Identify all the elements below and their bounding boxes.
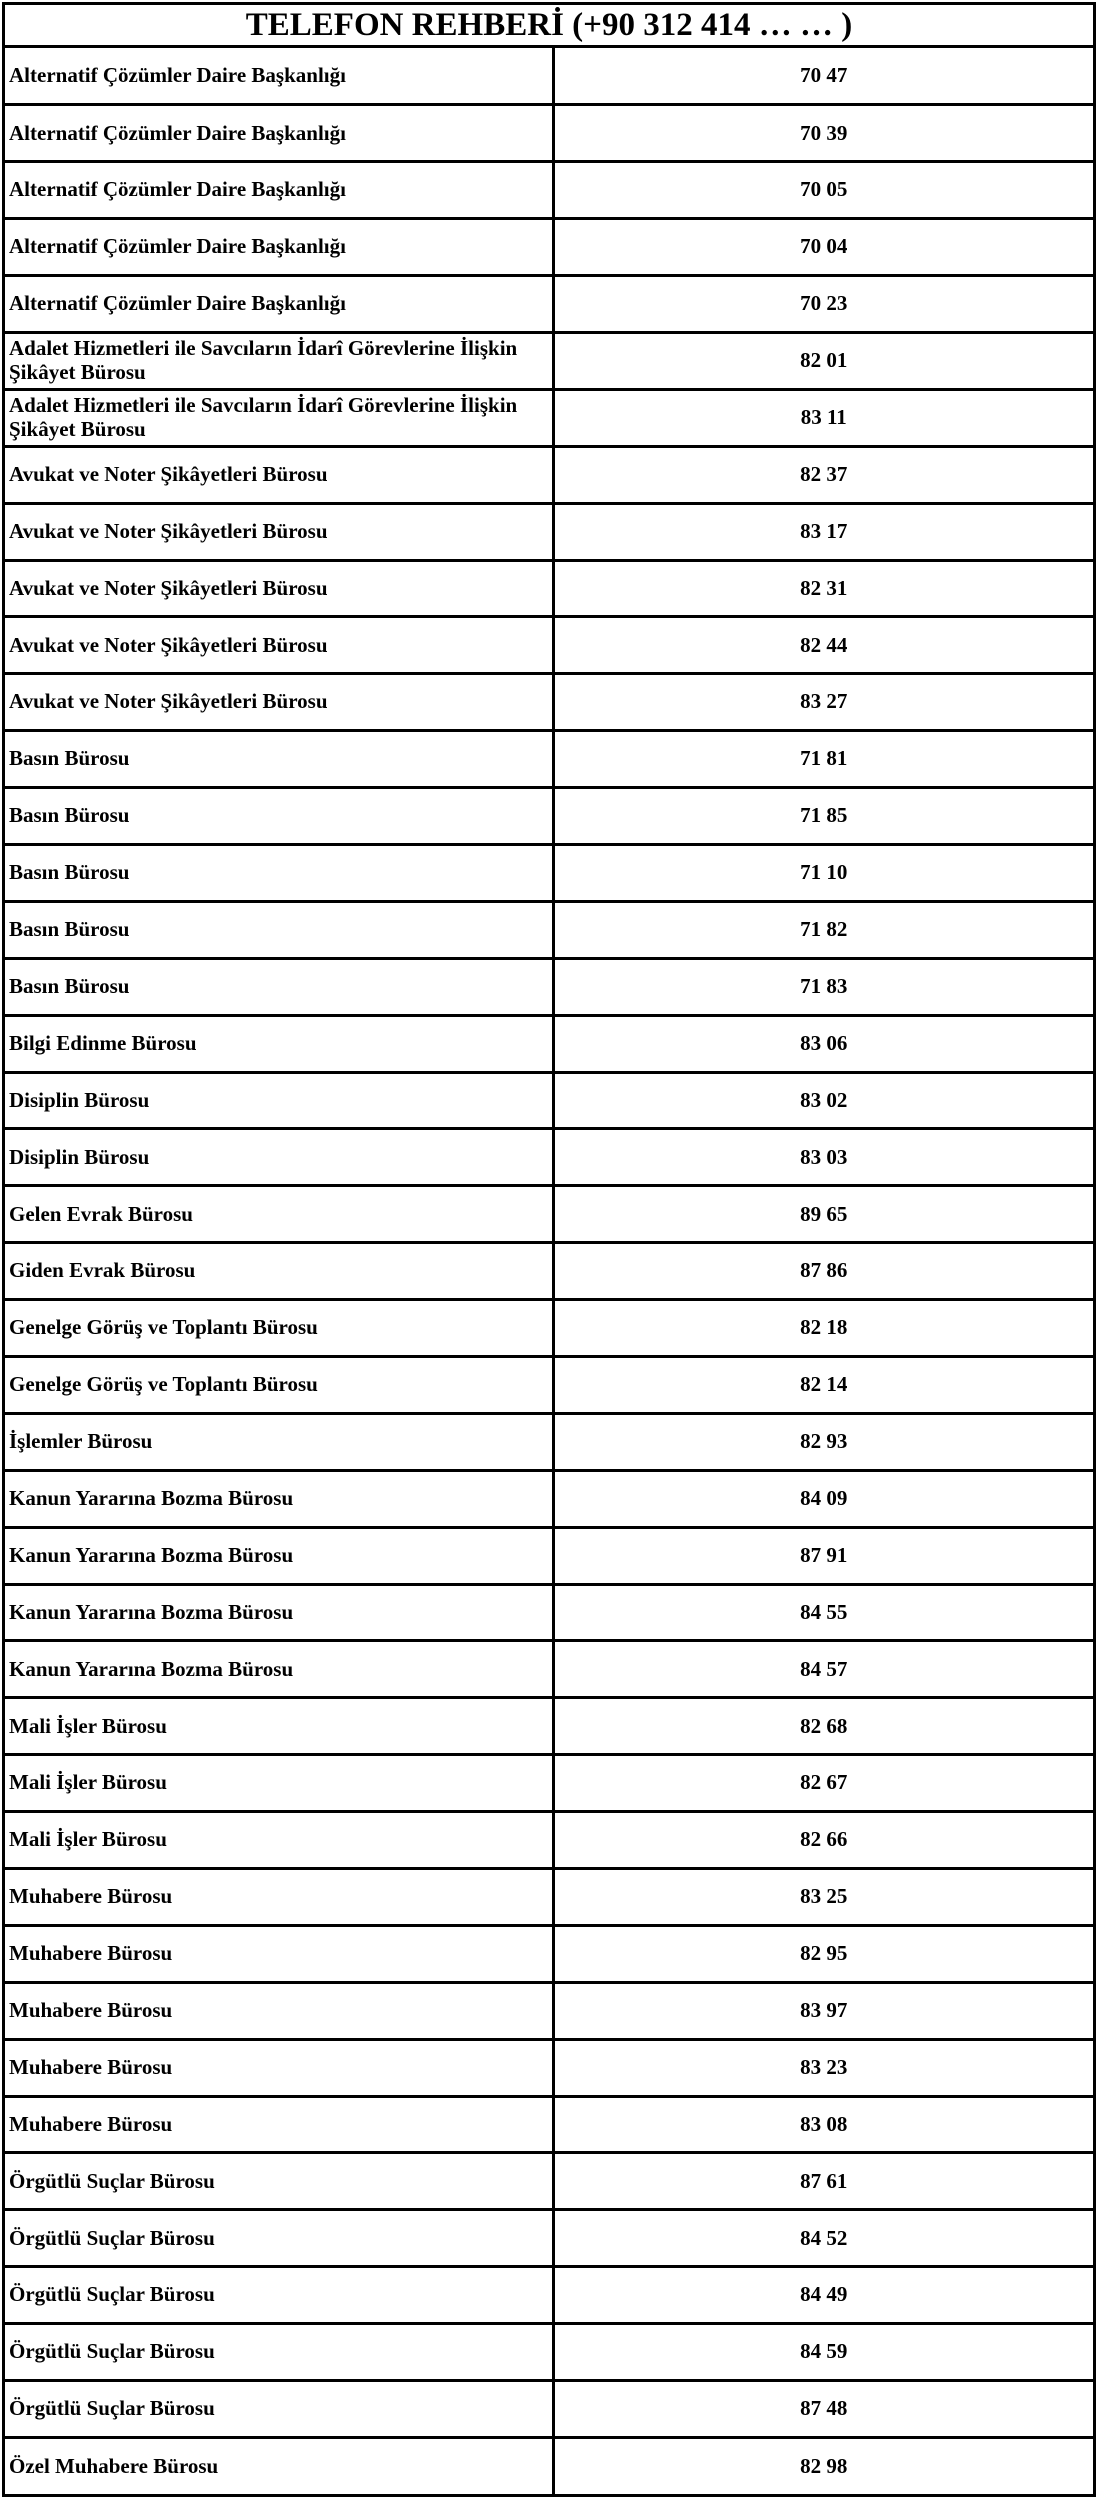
unit-name-cell: Adalet Hizmetleri ile Savcıların İdarî Görevlerine İlişkin Şikâyet Bürosu <box>5 332 553 389</box>
extension-cell: 71 83 <box>553 958 1093 1015</box>
phone-directory <box>2 2 1096 2497</box>
unit-name-cell: Avukat ve Noter Şikâyetleri Bürosu <box>5 560 553 617</box>
extension-cell: 71 81 <box>553 731 1093 788</box>
unit-name-cell: Genelge Görüş ve Toplantı Bürosu <box>5 1356 553 1413</box>
extension-cell: 87 86 <box>553 1243 1093 1300</box>
extension-cell: 83 25 <box>553 1869 1093 1926</box>
unit-name-cell: Disiplin Bürosu <box>5 1072 553 1129</box>
table-row <box>5 2267 1093 2324</box>
page-title: TELEFON REHBERİ (+90 312 414 … … ) <box>5 5 1093 48</box>
table-row <box>5 1413 1093 1470</box>
extension-cell: 82 98 <box>553 2437 1093 2494</box>
extension-cell: 82 18 <box>553 1300 1093 1357</box>
unit-name-cell: Örgütlü Suçlar Bürosu <box>5 2324 553 2381</box>
table-row <box>5 1641 1093 1698</box>
extension-cell: 82 93 <box>553 1413 1093 1470</box>
table-row <box>5 2381 1093 2438</box>
unit-name-cell: İşlemler Bürosu <box>5 1413 553 1470</box>
table-row <box>5 617 1093 674</box>
extension-cell: 83 27 <box>553 674 1093 731</box>
unit-name-cell: Örgütlü Suçlar Bürosu <box>5 2210 553 2267</box>
extension-cell: 83 17 <box>553 503 1093 560</box>
extension-cell: 70 23 <box>553 276 1093 333</box>
unit-name-cell: Alternatif Çözümler Daire Başkanlığı <box>5 162 553 219</box>
extension-cell: 83 23 <box>553 2039 1093 2096</box>
table-row <box>5 1470 1093 1527</box>
unit-name-cell: Muhabere Bürosu <box>5 1982 553 2039</box>
extension-cell: 82 66 <box>553 1812 1093 1869</box>
table-row <box>5 2324 1093 2381</box>
unit-name-cell: Basın Bürosu <box>5 731 553 788</box>
unit-name-cell: Adalet Hizmetleri ile Savcıların İdarî Görevlerine İlişkin Şikâyet Bürosu <box>5 389 553 446</box>
extension-cell: 82 68 <box>553 1698 1093 1755</box>
extension-cell: 87 91 <box>553 1527 1093 1584</box>
extension-cell: 70 04 <box>553 219 1093 276</box>
table-row <box>5 1129 1093 1186</box>
extension-cell: 71 85 <box>553 788 1093 845</box>
table-row <box>5 1869 1093 1926</box>
table-row <box>5 844 1093 901</box>
table-row <box>5 2096 1093 2153</box>
table-row <box>5 1812 1093 1869</box>
table-row <box>5 446 1093 503</box>
extension-cell: 82 95 <box>553 1925 1093 1982</box>
unit-name-cell: Basın Bürosu <box>5 958 553 1015</box>
table-row <box>5 1072 1093 1129</box>
unit-name-cell: Alternatif Çözümler Daire Başkanlığı <box>5 276 553 333</box>
unit-name-cell: Kanun Yararına Bozma Bürosu <box>5 1527 553 1584</box>
extension-cell: 84 09 <box>553 1470 1093 1527</box>
table-row <box>5 1015 1093 1072</box>
extension-cell: 84 59 <box>553 2324 1093 2381</box>
unit-name-cell: Muhabere Bürosu <box>5 2096 553 2153</box>
table-row <box>5 1698 1093 1755</box>
unit-name-cell: Avukat ve Noter Şikâyetleri Bürosu <box>5 446 553 503</box>
unit-name-cell: Basın Bürosu <box>5 901 553 958</box>
unit-name-cell: Basın Bürosu <box>5 788 553 845</box>
directory-table-body <box>5 48 1093 2494</box>
unit-name-cell: Mali İşler Bürosu <box>5 1755 553 1812</box>
unit-name-cell: Muhabere Bürosu <box>5 2039 553 2096</box>
extension-cell: 83 97 <box>553 1982 1093 2039</box>
table-row <box>5 2039 1093 2096</box>
table-row <box>5 105 1093 162</box>
table-row <box>5 788 1093 845</box>
extension-cell: 87 48 <box>553 2381 1093 2438</box>
unit-name-cell: Gelen Evrak Bürosu <box>5 1186 553 1243</box>
unit-name-cell: Mali İşler Bürosu <box>5 1812 553 1869</box>
extension-cell: 83 08 <box>553 2096 1093 2153</box>
table-row <box>5 389 1093 446</box>
unit-name-cell: Örgütlü Suçlar Bürosu <box>5 2381 553 2438</box>
extension-cell: 84 49 <box>553 2267 1093 2324</box>
extension-cell: 84 52 <box>553 2210 1093 2267</box>
extension-cell: 71 10 <box>553 844 1093 901</box>
extension-cell: 70 39 <box>553 105 1093 162</box>
table-row <box>5 1300 1093 1357</box>
table-row <box>5 560 1093 617</box>
table-row <box>5 958 1093 1015</box>
table-row <box>5 1527 1093 1584</box>
unit-name-cell: Kanun Yararına Bozma Bürosu <box>5 1584 553 1641</box>
table-row <box>5 276 1093 333</box>
unit-name-cell: Avukat ve Noter Şikâyetleri Bürosu <box>5 674 553 731</box>
unit-name-cell: Örgütlü Suçlar Bürosu <box>5 2153 553 2210</box>
table-row <box>5 332 1093 389</box>
unit-name-cell: Bilgi Edinme Bürosu <box>5 1015 553 1072</box>
unit-name-cell: Alternatif Çözümler Daire Başkanlığı <box>5 105 553 162</box>
unit-name-cell: Alternatif Çözümler Daire Başkanlığı <box>5 219 553 276</box>
extension-cell: 89 65 <box>553 1186 1093 1243</box>
extension-cell: 84 57 <box>553 1641 1093 1698</box>
table-row <box>5 731 1093 788</box>
unit-name-cell: Giden Evrak Bürosu <box>5 1243 553 1300</box>
table-row <box>5 2437 1093 2494</box>
extension-cell: 82 37 <box>553 446 1093 503</box>
table-row <box>5 1925 1093 1982</box>
extension-cell: 70 05 <box>553 162 1093 219</box>
table-row <box>5 219 1093 276</box>
unit-name-cell: Özel Muhabere Bürosu <box>5 2437 553 2494</box>
extension-cell: 82 44 <box>553 617 1093 674</box>
unit-name-cell: Avukat ve Noter Şikâyetleri Bürosu <box>5 617 553 674</box>
directory-table <box>5 48 1093 2494</box>
extension-cell: 82 31 <box>553 560 1093 617</box>
table-row <box>5 503 1093 560</box>
table-row <box>5 2153 1093 2210</box>
table-row <box>5 2210 1093 2267</box>
extension-cell: 84 55 <box>553 1584 1093 1641</box>
table-row <box>5 1755 1093 1812</box>
extension-cell: 82 14 <box>553 1356 1093 1413</box>
unit-name-cell: Disiplin Bürosu <box>5 1129 553 1186</box>
extension-cell: 83 11 <box>553 389 1093 446</box>
unit-name-cell: Basın Bürosu <box>5 844 553 901</box>
table-row <box>5 1186 1093 1243</box>
table-row <box>5 674 1093 731</box>
unit-name-cell: Örgütlü Suçlar Bürosu <box>5 2267 553 2324</box>
unit-name-cell: Kanun Yararına Bozma Bürosu <box>5 1470 553 1527</box>
table-row <box>5 1982 1093 2039</box>
extension-cell: 83 02 <box>553 1072 1093 1129</box>
unit-name-cell: Mali İşler Bürosu <box>5 1698 553 1755</box>
unit-name-cell: Avukat ve Noter Şikâyetleri Bürosu <box>5 503 553 560</box>
unit-name-cell: Muhabere Bürosu <box>5 1869 553 1926</box>
table-row <box>5 1356 1093 1413</box>
extension-cell: 82 67 <box>553 1755 1093 1812</box>
table-row <box>5 1243 1093 1300</box>
extension-cell: 83 03 <box>553 1129 1093 1186</box>
unit-name-cell: Alternatif Çözümler Daire Başkanlığı <box>5 48 553 105</box>
table-row <box>5 162 1093 219</box>
table-row <box>5 901 1093 958</box>
table-row <box>5 1584 1093 1641</box>
unit-name-cell: Muhabere Bürosu <box>5 1925 553 1982</box>
unit-name-cell: Genelge Görüş ve Toplantı Bürosu <box>5 1300 553 1357</box>
table-row <box>5 48 1093 105</box>
extension-cell: 87 61 <box>553 2153 1093 2210</box>
extension-cell: 82 01 <box>553 332 1093 389</box>
extension-cell: 70 47 <box>800 62 848 87</box>
unit-name-cell: Kanun Yararına Bozma Bürosu <box>5 1641 553 1698</box>
extension-cell: 83 06 <box>553 1015 1093 1072</box>
extension-cell: 71 82 <box>553 901 1093 958</box>
